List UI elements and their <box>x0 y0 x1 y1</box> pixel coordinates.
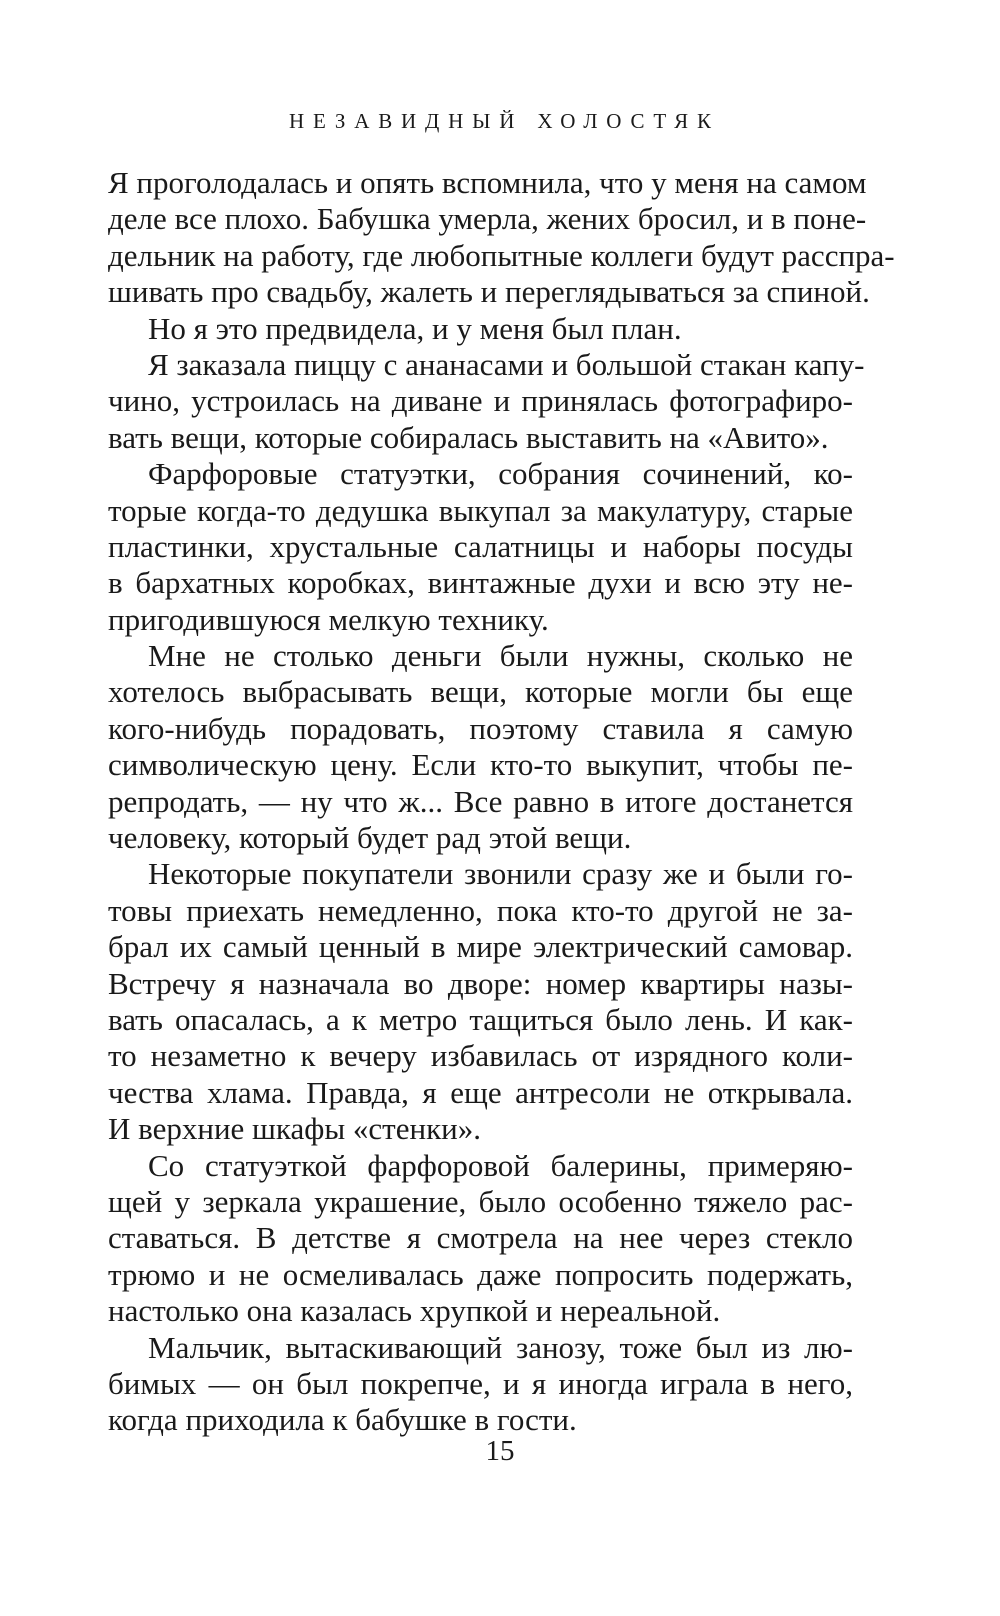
running-head: НЕЗАВИДНЫЙ ХОЛОСТЯК <box>288 109 720 133</box>
text-line: Встречу я назначала во дворе: номер квартиры назы- <box>108 965 853 1001</box>
text-line: кого-нибудь порадовать, поэтому ставила я самую <box>108 710 853 746</box>
text-line: ставаться. В детстве я смотрела на нее через стекло <box>108 1220 853 1256</box>
text-line: пластинки, хрустальные салатницы и наборы посуды <box>108 528 853 564</box>
text-line: настолько она казалась хрупкой и нереальной. <box>108 1293 721 1329</box>
text-line: трюмо и не осмеливалась даже попросить подержать, <box>108 1256 853 1292</box>
text-line: бимых — он был покрепче, и я иногда играла в него, <box>108 1365 853 1401</box>
text-line: торые когда-то дедушка выкупал за макулатуру, старые <box>108 492 853 528</box>
paragraph <box>108 311 853 347</box>
text-line: чино, устроилась на диване и принялась фотографиро- <box>108 383 853 419</box>
paragraph <box>108 1148 853 1330</box>
paragraph <box>108 856 853 1147</box>
paragraph <box>108 346 865 456</box>
text-line: в бархатных коробках, винтажные духи и всю эту не- <box>108 565 853 601</box>
text-line: человеку, который будет рад этой вещи. <box>108 820 632 856</box>
text-line: брал их самый ценный в мире электрический самовар. <box>108 929 853 965</box>
paragraph <box>108 638 853 856</box>
text-line: Я проголодалась и опять вспомнила, что у меня на самом <box>108 165 867 200</box>
text-line: деле все плохо. Бабушка умерла, жених бросил, и в поне- <box>108 201 867 237</box>
text-line: символическую цену. Если кто-то выкупит, чтобы пе- <box>108 747 853 783</box>
text-line: Но я это предвидела, и у меня был план. <box>148 310 682 346</box>
paragraph <box>108 456 853 638</box>
text-line: дельник на работу, где любопытные коллеги будут расспра- <box>108 237 895 273</box>
text-line: Некоторые покупатели звонили сразу же и были го- <box>148 856 853 892</box>
text-line: хотелось выбрасывать вещи, которые могли бы еще <box>108 674 853 710</box>
body-text <box>108 165 895 1439</box>
text-line: товы приехать немедленно, пока кто-то другой не за- <box>108 892 853 928</box>
text-line: Мне не столько деньги были нужны, сколько не <box>148 638 853 674</box>
paragraph <box>108 1330 853 1439</box>
text-line: чества хлама. Правда, я еще антресоли не открывала. <box>108 1074 853 1110</box>
text-line: Я заказала пиццу с ананасами и большой стакан капу- <box>148 346 865 382</box>
text-line: Со статуэткой фарфоровой балерины, примеряю- <box>148 1147 853 1183</box>
text-line: репродать, — ну что ж... Все равно в итоге достанется <box>108 783 853 819</box>
text-line: шивать про свадьбу, жалеть и переглядываться за спиной. <box>108 274 870 310</box>
text-line: Мальчик, вытаскивающий занозу, тоже был из лю- <box>148 1329 853 1365</box>
paragraph <box>108 165 895 311</box>
text-line: Фарфоровые статуэтки, собрания сочинений, ко- <box>148 456 853 492</box>
text-line: И верхние шкафы «стенки». <box>108 1111 481 1147</box>
text-line: вать вещи, которые собиралась выставить на «Авито». <box>108 419 829 455</box>
page-number: 15 <box>485 1435 515 1467</box>
text-line: то незаметно к вечеру избавилась от изрядного коли- <box>108 1038 853 1074</box>
text-line: когда приходила к бабушке в гости. <box>108 1402 577 1438</box>
text-line: щей у зеркала украшение, было особенно тяжело рас- <box>108 1183 853 1219</box>
text-line: вать опасалась, а к метро тащиться было лень. И как- <box>108 1001 853 1037</box>
text-line: пригодившуюся мелкую технику. <box>108 601 549 637</box>
